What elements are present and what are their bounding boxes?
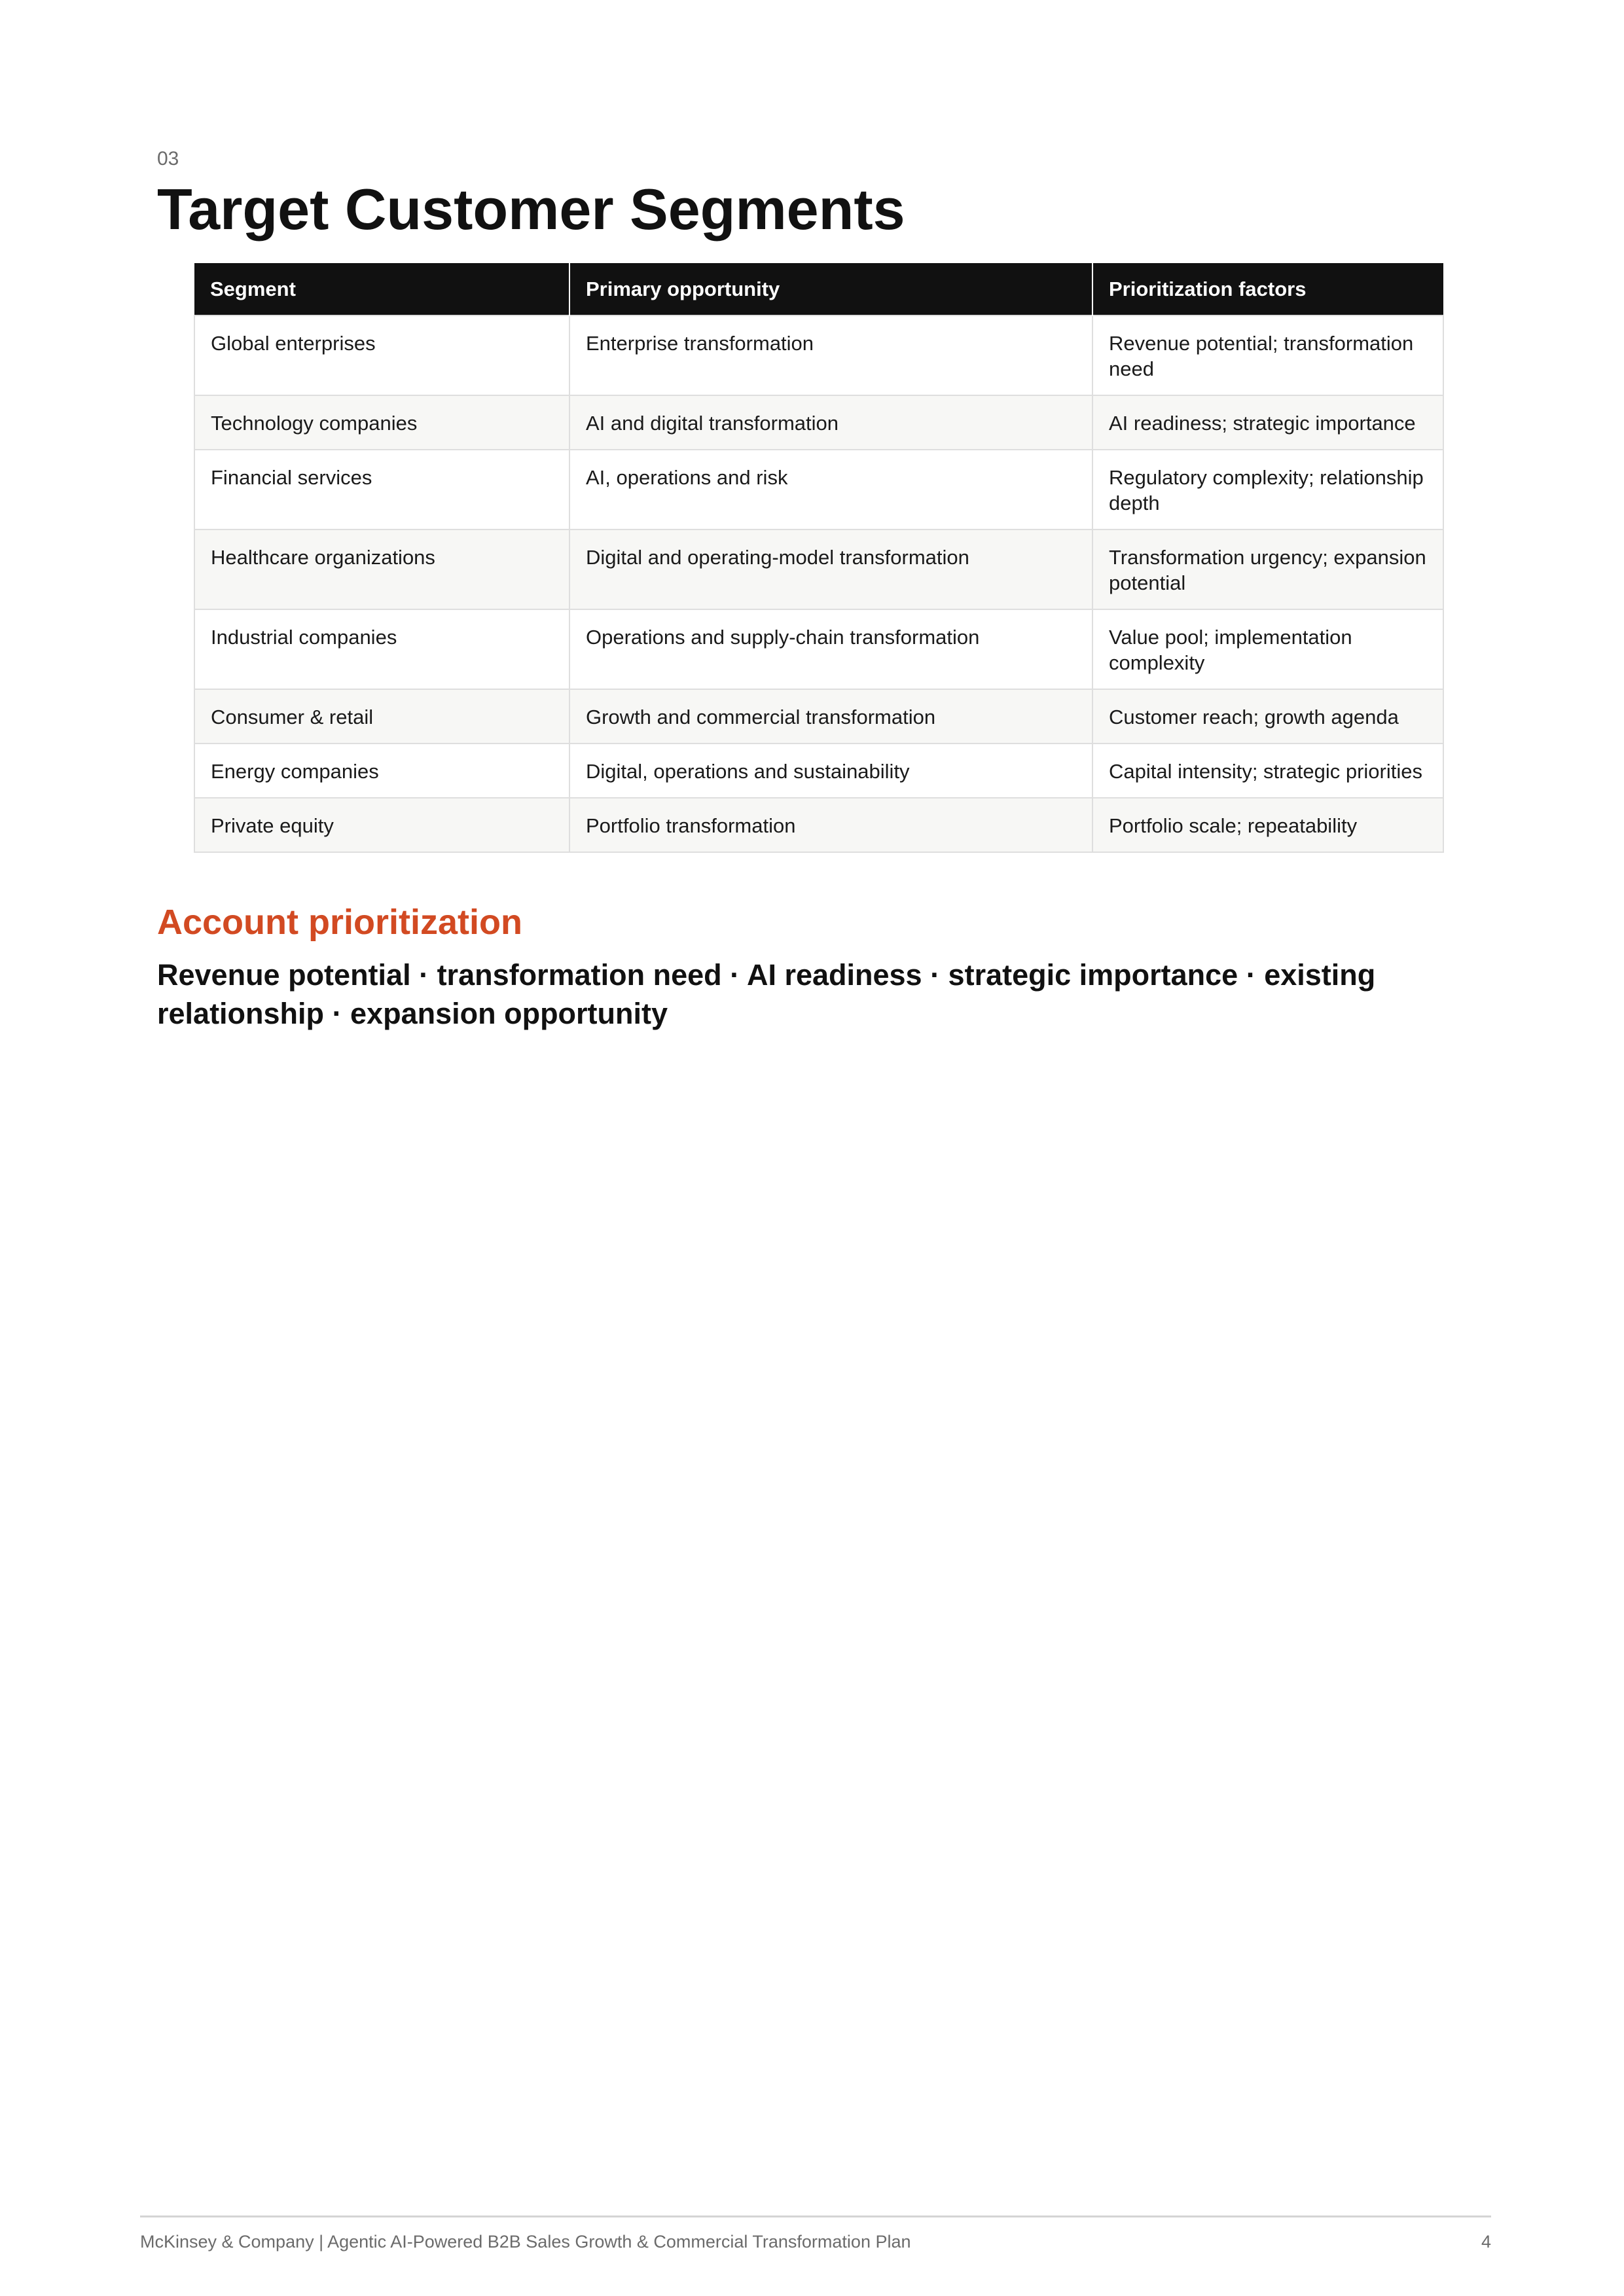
segments-table <box>194 263 1444 853</box>
table-cell: Technology companies <box>194 395 569 450</box>
table-cell: Digital, operations and sustainability <box>569 744 1092 798</box>
table-row <box>194 450 1443 529</box>
table-cell: Revenue potential; transformation need <box>1092 315 1443 395</box>
table-cell: Global enterprises <box>194 315 569 395</box>
footer-text: McKinsey & Company | Agentic AI-Powered B2B Sales Growth & Commercial Transformation Plan <box>140 2232 911 2251</box>
table-cell: Portfolio scale; repeatability <box>1092 798 1443 852</box>
table-cell: Industrial companies <box>194 609 569 689</box>
table-header-row <box>194 263 1443 315</box>
table-row <box>194 689 1443 744</box>
table-cell: AI and digital transformation <box>569 395 1092 450</box>
footer-divider <box>140 2215 1491 2217</box>
table-row <box>194 609 1443 689</box>
column-header-primary-opportunity: Primary opportunity <box>569 263 1092 315</box>
table-cell: Portfolio transformation <box>569 798 1092 852</box>
table-cell: Customer reach; growth agenda <box>1092 689 1443 744</box>
table-cell: Energy companies <box>194 744 569 798</box>
table-cell: Consumer & retail <box>194 689 569 744</box>
page-title: Target Customer Segments <box>157 177 905 242</box>
table-cell: Regulatory complexity; relationship depth <box>1092 450 1443 529</box>
account-prioritization-criteria: Revenue potential · transformation need · AI readiness · strategic importance · existing relationship · expansion opportunity <box>157 958 1376 1030</box>
table-cell: Digital and operating-model transformation <box>569 529 1092 609</box>
table-row <box>194 315 1443 395</box>
table-cell: Growth and commercial transformation <box>569 689 1092 744</box>
table-cell: Value pool; implementation complexity <box>1092 609 1443 689</box>
table-row <box>194 798 1443 852</box>
page-number: 4 <box>1481 2232 1491 2251</box>
table-cell: AI readiness; strategic importance <box>1092 395 1443 450</box>
table-cell: Healthcare organizations <box>194 529 569 609</box>
table-cell: Financial services <box>194 450 569 529</box>
table-row <box>194 744 1443 798</box>
table-cell: AI, operations and risk <box>569 450 1092 529</box>
table-row <box>194 529 1443 609</box>
account-prioritization-heading: Account prioritization <box>157 903 522 942</box>
column-header-prioritization-factors: Prioritization factors <box>1092 263 1443 315</box>
table-cell: Enterprise transformation <box>569 315 1092 395</box>
section-number: 03 <box>157 148 179 170</box>
table-cell: Transformation urgency; expansion potential <box>1092 529 1443 609</box>
table-cell: Capital intensity; strategic priorities <box>1092 744 1443 798</box>
column-header-segment: Segment <box>194 263 569 315</box>
table-row <box>194 395 1443 450</box>
table-cell: Operations and supply-chain transformation <box>569 609 1092 689</box>
table-cell: Private equity <box>194 798 569 852</box>
